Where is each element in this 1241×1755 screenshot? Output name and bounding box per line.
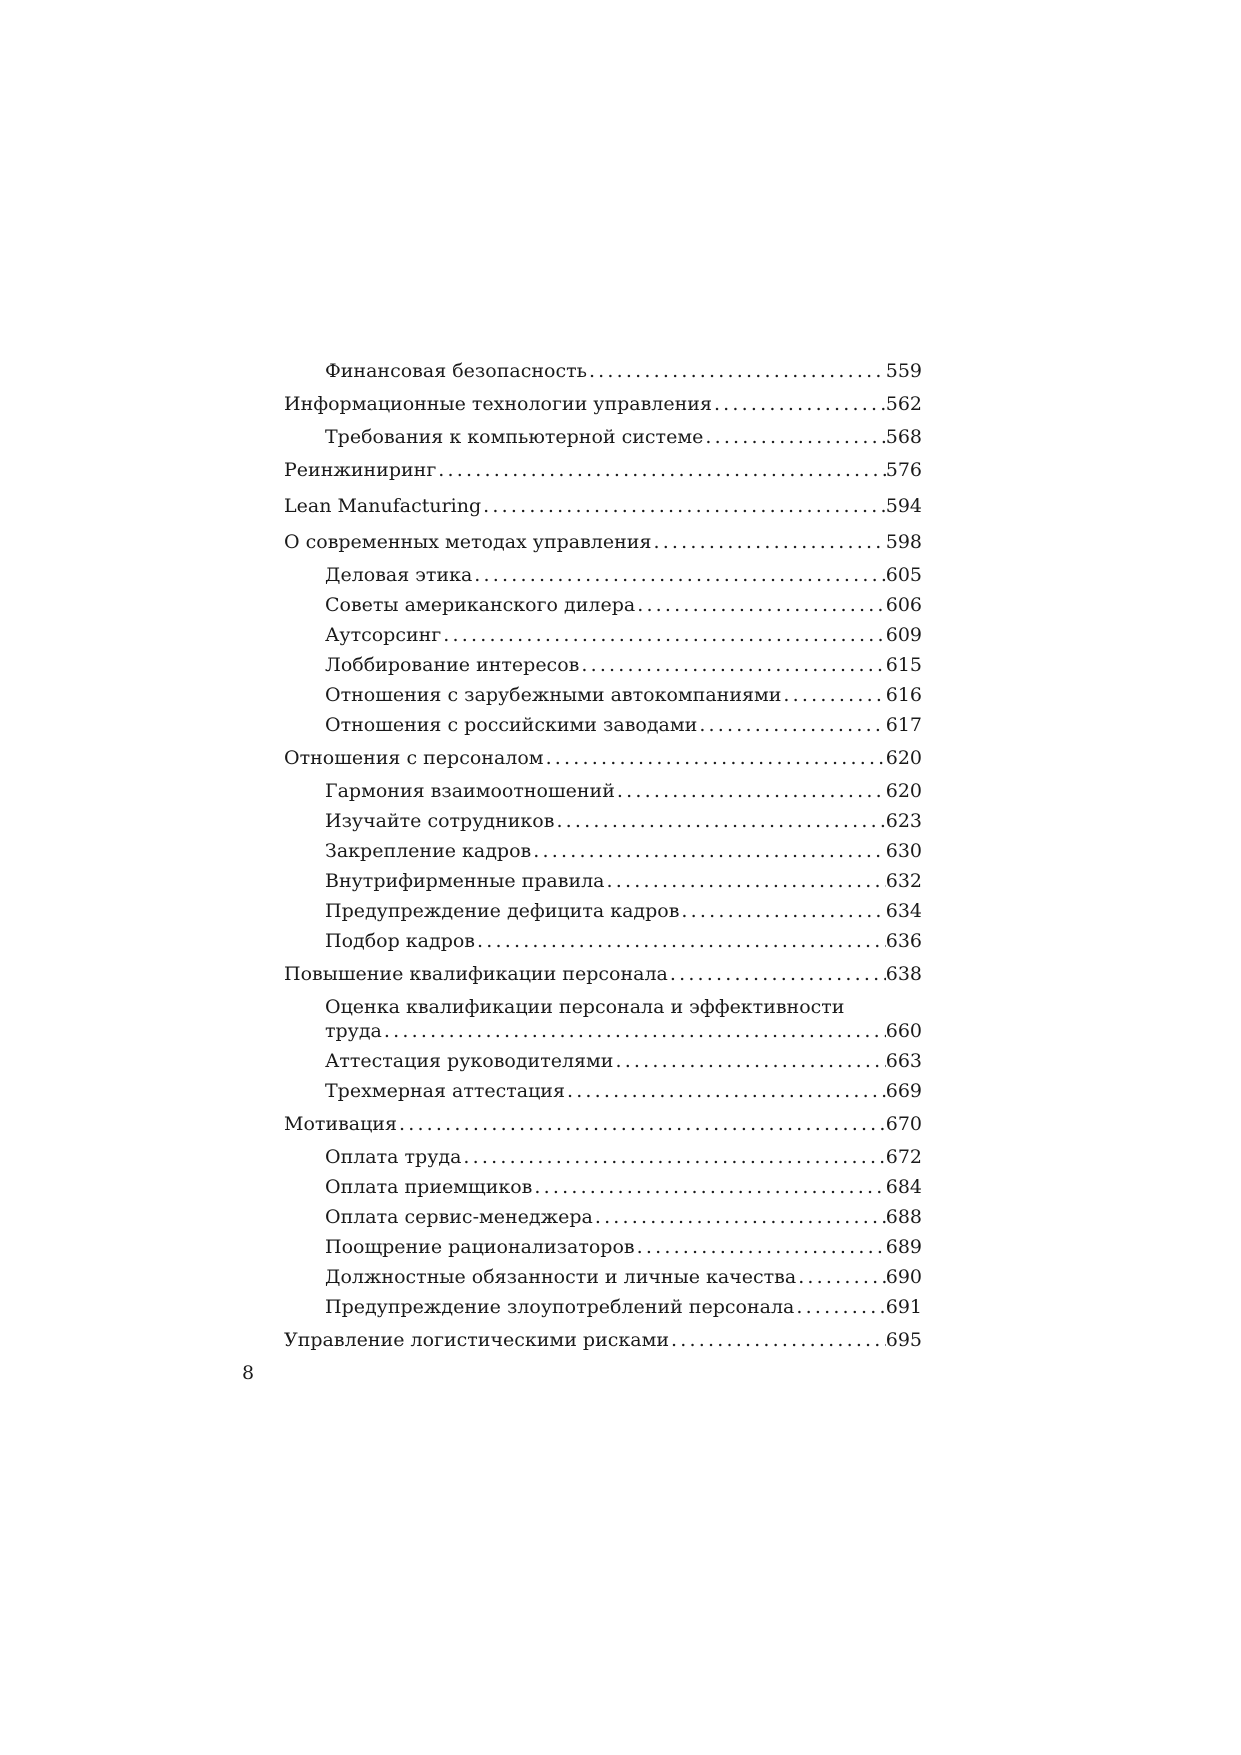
toc-entry xyxy=(325,650,922,680)
toc-entry-title: труда xyxy=(325,1020,382,1042)
dot-leader xyxy=(613,1046,885,1076)
toc-entry-page: 576 xyxy=(885,459,922,481)
dot-leader xyxy=(697,710,885,740)
dot-leader xyxy=(441,620,885,650)
toc-entry-title: Финансовая безопасность xyxy=(325,360,587,382)
dot-leader xyxy=(554,806,885,836)
toc-entry xyxy=(325,776,922,806)
toc-entry-page: 568 xyxy=(885,426,922,448)
toc-entry-page: 636 xyxy=(885,930,922,952)
dot-leader xyxy=(472,560,885,590)
dot-leader xyxy=(781,680,885,710)
toc-entry-title-line1: Оценка квалификации персонала и эффективности xyxy=(325,996,845,1018)
dot-leader xyxy=(475,926,886,956)
toc-entry-page: 660 xyxy=(885,1020,922,1042)
toc-entry-title: Деловая этика xyxy=(325,564,473,586)
dot-leader xyxy=(668,959,886,989)
toc-entry-page: 562 xyxy=(885,393,922,415)
toc-entry xyxy=(325,1232,922,1262)
toc-entry xyxy=(325,590,922,620)
toc-entry xyxy=(325,866,922,896)
toc-entry-page: 691 xyxy=(885,1296,922,1318)
toc-entry-page: 616 xyxy=(885,684,922,706)
toc-entry-title: Гармония взаимоотношений xyxy=(325,780,615,802)
toc-entry-title: Реинжиниринг xyxy=(284,459,437,481)
toc-entry-page: 623 xyxy=(885,810,922,832)
dot-leader xyxy=(615,776,886,806)
toc-entry-title: О современных методах управления xyxy=(284,531,652,553)
toc-entry-title: Аттестация руководителями xyxy=(325,1050,614,1072)
toc-entry xyxy=(325,1076,922,1106)
toc-entry-title: Должностные обязанности и личные качества xyxy=(325,1266,797,1288)
toc-entry xyxy=(325,560,922,590)
toc-entry-title: Мотивация xyxy=(284,1113,397,1135)
toc-entry xyxy=(325,806,922,836)
toc-entry-title: Повышение квалификации персонала xyxy=(284,963,668,985)
toc-entry-title: Требования к компьютерной системе xyxy=(325,426,704,448)
dot-leader xyxy=(532,1172,885,1202)
toc-entry-title: Информационные технологии управления xyxy=(284,393,712,415)
dot-leader xyxy=(794,1292,885,1322)
toc-entry-page: 632 xyxy=(885,870,922,892)
toc-entry xyxy=(325,836,922,866)
toc-entry-page: 559 xyxy=(885,360,922,382)
toc-entry-page: 617 xyxy=(885,714,922,736)
toc-entry xyxy=(325,1046,922,1076)
toc-entry-page: 689 xyxy=(885,1236,922,1258)
page-number: 8 xyxy=(242,1362,255,1384)
toc-entry-title: Подбор кадров xyxy=(325,930,475,952)
dot-leader xyxy=(593,1202,886,1232)
toc-entry-title: Оплата приемщиков xyxy=(325,1176,533,1198)
toc-entry-page: 598 xyxy=(885,531,922,553)
toc-entry xyxy=(284,1109,922,1139)
toc-entry-title: Отношения с персоналом xyxy=(284,747,544,769)
toc-entry-title: Предупреждение злоупотреблений персонала xyxy=(325,1296,795,1318)
toc-entry-page: 606 xyxy=(885,594,922,616)
toc-entry-page: 615 xyxy=(885,654,922,676)
dot-leader xyxy=(796,1262,886,1292)
toc-entry xyxy=(325,1292,922,1322)
toc-entry-title: Оплата сервис-менеджера xyxy=(325,1206,593,1228)
toc-entry-page: 620 xyxy=(885,747,922,769)
toc-entry-page: 672 xyxy=(885,1146,922,1168)
toc-entry xyxy=(325,356,922,386)
dot-leader xyxy=(669,1325,886,1355)
dot-leader xyxy=(635,1232,886,1262)
toc-entry xyxy=(325,680,922,710)
toc-entry-title: Внутрифирменные правила xyxy=(325,870,605,892)
toc-entry xyxy=(325,1202,922,1232)
toc-entry xyxy=(284,743,922,773)
dot-leader xyxy=(651,527,885,557)
dot-leader xyxy=(579,650,885,680)
toc-entry xyxy=(284,527,922,557)
dot-leader xyxy=(531,836,885,866)
toc-entry-title: Трехмерная аттестация xyxy=(325,1080,565,1102)
toc-entry xyxy=(325,1172,922,1202)
toc-entry xyxy=(284,455,922,485)
toc-entry-title: Лоббирование интересов xyxy=(325,654,580,676)
dot-leader xyxy=(565,1076,886,1106)
dot-leader xyxy=(679,896,885,926)
dot-leader xyxy=(382,1016,886,1046)
toc-entry-page: 670 xyxy=(885,1113,922,1135)
toc-entry-title: Предупреждение дефицита кадров xyxy=(325,900,680,922)
toc-entry-page: 695 xyxy=(885,1329,922,1351)
toc-entry-page: 605 xyxy=(885,564,922,586)
toc-entry xyxy=(284,491,922,521)
dot-leader xyxy=(481,491,886,521)
dot-leader xyxy=(436,455,885,485)
toc-entry xyxy=(325,422,922,452)
toc-entry xyxy=(325,710,922,740)
toc-entry xyxy=(325,1142,922,1172)
toc-entry-title: Lean Manufacturing xyxy=(284,495,482,517)
toc-entry-page: 669 xyxy=(885,1080,922,1102)
toc-entry xyxy=(325,926,922,956)
toc-entry-page: 594 xyxy=(885,495,922,517)
toc-entry-title: Изучайте сотрудников xyxy=(325,810,555,832)
dot-leader xyxy=(544,743,886,773)
toc-entry-title: Закрепление кадров xyxy=(325,840,532,862)
toc-entry-page: 688 xyxy=(885,1206,922,1228)
toc-entry-title: Оплата труда xyxy=(325,1146,462,1168)
toc-entry xyxy=(284,959,922,989)
toc-entry-page: 684 xyxy=(885,1176,922,1198)
dot-leader xyxy=(703,422,885,452)
toc-entry-title: Отношения с зарубежными автокомпаниями xyxy=(325,684,782,706)
toc-entry-page: 638 xyxy=(885,963,922,985)
toc-entry-title: Поощрение рационализаторов xyxy=(325,1236,635,1258)
toc-entry-page: 630 xyxy=(885,840,922,862)
toc-entry-title: Аутсорсинг xyxy=(325,624,442,646)
toc-entry xyxy=(284,389,922,419)
dot-leader xyxy=(397,1109,886,1139)
toc-entry-page: 634 xyxy=(885,900,922,922)
toc-entry xyxy=(325,1016,922,1046)
toc-entry xyxy=(284,1325,922,1355)
dot-leader xyxy=(635,590,886,620)
toc-entry-title: Отношения с российскими заводами xyxy=(325,714,698,736)
toc-entry-page: 663 xyxy=(885,1050,922,1072)
toc-entry-title: Советы американского дилера xyxy=(325,594,636,616)
toc-entry-page: 609 xyxy=(885,624,922,646)
toc-entry-title: Управление логистическими рисками xyxy=(284,1329,670,1351)
dot-leader xyxy=(461,1142,885,1172)
dot-leader xyxy=(587,356,886,386)
dot-leader xyxy=(712,389,886,419)
toc-entry-page: 620 xyxy=(885,780,922,802)
toc-entry xyxy=(325,896,922,926)
toc-entry xyxy=(325,620,922,650)
dot-leader xyxy=(605,866,886,896)
toc-entry xyxy=(325,1262,922,1292)
toc-entry-page: 690 xyxy=(885,1266,922,1288)
